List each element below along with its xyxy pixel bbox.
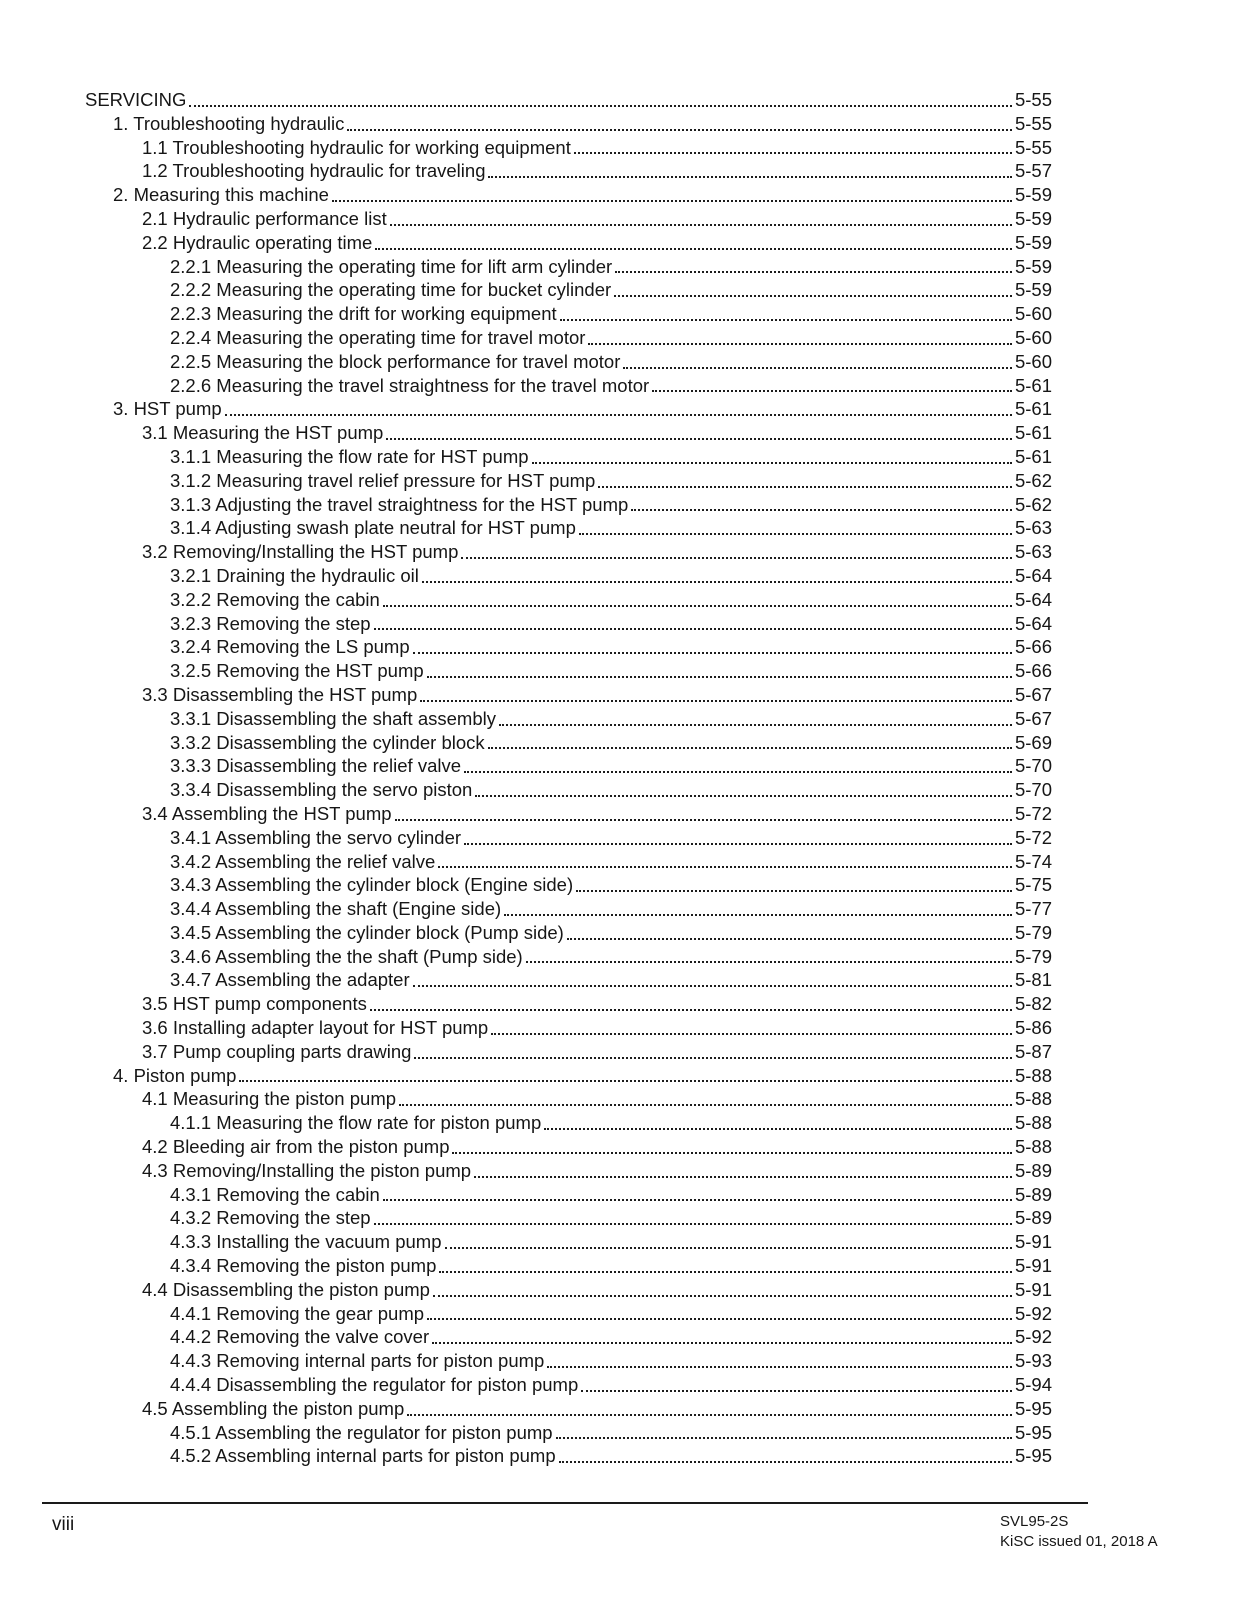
- toc-entry-label: 4.1.1 Measuring the flow rate for piston pump: [170, 1112, 542, 1134]
- toc-leader-dots: [420, 700, 1012, 702]
- toc-entry-label: 4.1 Measuring the piston pump: [142, 1088, 397, 1110]
- toc-entry-page: 5-69: [1014, 731, 1052, 753]
- toc-entry[interactable]: [85, 1016, 1052, 1040]
- toc-entry-label: 1. Troubleshooting hydraulic: [113, 112, 345, 134]
- toc-entry-page: 5-87: [1014, 1040, 1052, 1062]
- toc-entry[interactable]: [85, 802, 1052, 826]
- toc-leader-dots: [399, 1104, 1012, 1106]
- toc-entry-label: 3.2.1 Draining the hydraulic oil: [170, 564, 419, 586]
- toc-entry-page: 5-66: [1014, 636, 1052, 658]
- toc-entry-label: SERVICING: [85, 89, 187, 110]
- toc-leader-dots: [374, 1223, 1012, 1225]
- toc-leader-dots: [390, 224, 1012, 226]
- toc-entry-label: 3.3.2 Disassembling the cylinder block: [170, 731, 485, 753]
- toc-entry-page: 5-95: [1014, 1397, 1052, 1419]
- toc-entry-page: 5-55: [1014, 89, 1052, 110]
- toc-entry-label: 3.4.6 Assembling the the shaft (Pump side): [170, 945, 523, 967]
- toc-entry-label: 3.4.4 Assembling the shaft (Engine side): [170, 898, 502, 920]
- toc-leader-dots: [438, 866, 1012, 868]
- toc-entry-label: 2.2.3 Measuring the drift for working equipment: [170, 303, 557, 325]
- toc-entry-label: 3.1.2 Measuring travel relief pressure for HST pump: [170, 469, 596, 491]
- toc-entry-page: 5-93: [1014, 1350, 1052, 1372]
- toc-entry[interactable]: [85, 1397, 1052, 1421]
- toc-leader-dots: [504, 914, 1012, 916]
- toc-entry-page: 5-74: [1014, 850, 1052, 872]
- toc-entry[interactable]: [85, 1254, 1052, 1278]
- toc-entry-page: 5-61: [1014, 445, 1052, 467]
- toc-entry-page: 5-82: [1014, 993, 1052, 1015]
- toc-leader-dots: [464, 771, 1012, 773]
- toc-entry-page: 5-60: [1014, 326, 1052, 348]
- toc-entry-page: 5-70: [1014, 779, 1052, 801]
- toc-entry-label: 3.7 Pump coupling parts drawing: [142, 1040, 412, 1062]
- toc-entry-label: 3.2.2 Removing the cabin: [170, 588, 380, 610]
- toc-entry-page: 5-63: [1014, 541, 1052, 563]
- toc-leader-dots: [567, 938, 1012, 940]
- toc-leader-dots: [347, 129, 1012, 131]
- toc-entry-page: 5-67: [1014, 683, 1052, 705]
- toc-leader-dots: [370, 1009, 1012, 1011]
- footer-divider: [42, 1502, 1088, 1504]
- toc-entry-label: 3.2.3 Removing the step: [170, 612, 371, 634]
- toc-leader-dots: [386, 438, 1012, 440]
- toc-entry[interactable]: [85, 231, 1052, 255]
- toc-entry[interactable]: [85, 992, 1052, 1016]
- toc-entry-page: 5-86: [1014, 1017, 1052, 1039]
- toc-entry[interactable]: [85, 1206, 1052, 1230]
- toc-entry-label: 3. HST pump: [113, 398, 222, 420]
- toc-entry-page: 5-59: [1014, 207, 1052, 229]
- toc-entry[interactable]: [85, 421, 1052, 445]
- toc-entry[interactable]: [85, 255, 1052, 279]
- toc-entry[interactable]: [85, 659, 1052, 683]
- toc-entry-page: 5-55: [1014, 112, 1052, 134]
- toc-leader-dots: [574, 152, 1012, 154]
- toc-leader-dots: [615, 271, 1012, 273]
- toc-entry-page: 5-91: [1014, 1231, 1052, 1253]
- toc-entry-label: 3.3.1 Disassembling the shaft assembly: [170, 707, 496, 729]
- toc-entry-page: 5-60: [1014, 303, 1052, 325]
- toc-entry[interactable]: [85, 612, 1052, 636]
- toc-entry-page: 5-59: [1014, 255, 1052, 277]
- toc-entry-label: 3.1 Measuring the HST pump: [142, 422, 384, 444]
- toc-entry-label: 2.2.2 Measuring the operating time for bucket cylinder: [170, 279, 612, 301]
- toc-entry-page: 5-89: [1014, 1159, 1052, 1181]
- toc-entry-page: 5-61: [1014, 374, 1052, 396]
- toc-leader-dots: [556, 1437, 1012, 1439]
- toc-entry[interactable]: [85, 540, 1052, 564]
- toc-entry[interactable]: [85, 731, 1052, 755]
- toc-entry-label: 4.2 Bleeding air from the piston pump: [142, 1136, 450, 1158]
- toc-entry-page: 5-81: [1014, 969, 1052, 991]
- toc-leader-dots: [383, 605, 1012, 607]
- toc-entry-label: 3.2 Removing/Installing the HST pump: [142, 541, 459, 563]
- toc-leader-dots: [439, 1271, 1012, 1273]
- toc-entry-page: 5-79: [1014, 921, 1052, 943]
- toc-leader-dots: [652, 390, 1012, 392]
- toc-entry[interactable]: [85, 968, 1052, 992]
- toc-entry-page: 5-64: [1014, 612, 1052, 634]
- toc-entry-label: 2.2.5 Measuring the block performance for travel motor: [170, 350, 621, 372]
- toc-entry[interactable]: [85, 469, 1052, 493]
- toc-entry-page: 5-95: [1014, 1445, 1052, 1467]
- toc-leader-dots: [464, 843, 1012, 845]
- toc-leader-dots: [532, 462, 1012, 464]
- toc-entry-label: 2.2.4 Measuring the operating time for travel motor: [170, 326, 586, 348]
- toc-entry-page: 5-79: [1014, 945, 1052, 967]
- toc-entry-label: 4.3.1 Removing the cabin: [170, 1183, 380, 1205]
- toc-leader-dots: [383, 1199, 1012, 1201]
- toc-entry[interactable]: [85, 707, 1052, 731]
- toc-entry[interactable]: [85, 1373, 1052, 1397]
- toc-leader-dots: [560, 319, 1012, 321]
- toc-entry-label: 4.3 Removing/Installing the piston pump: [142, 1159, 472, 1181]
- toc-entry[interactable]: [85, 1087, 1052, 1111]
- toc-entry[interactable]: [85, 112, 1052, 136]
- toc-entry-label: 4.4 Disassembling the piston pump: [142, 1278, 430, 1300]
- toc-entry[interactable]: [85, 588, 1052, 612]
- toc-leader-dots: [631, 509, 1012, 511]
- toc-entry-page: 5-72: [1014, 826, 1052, 848]
- toc-entry-label: 4.4.3 Removing internal parts for piston pump: [170, 1350, 545, 1372]
- toc-entry-page: 5-66: [1014, 660, 1052, 682]
- toc-entry-page: 5-57: [1014, 160, 1052, 182]
- toc-entry[interactable]: [85, 1278, 1052, 1302]
- toc-leader-dots: [427, 1318, 1012, 1320]
- toc-entry-label: 2.1 Hydraulic performance list: [142, 207, 387, 229]
- toc-entry[interactable]: [85, 754, 1052, 778]
- toc-leader-dots: [189, 105, 1012, 107]
- toc-entry[interactable]: [85, 826, 1052, 850]
- toc-leader-dots: [598, 486, 1012, 488]
- toc-leader-dots: [614, 295, 1012, 297]
- toc-entry-page: 5-77: [1014, 898, 1052, 920]
- toc-entry-label: 4.3.2 Removing the step: [170, 1207, 371, 1229]
- toc-entry[interactable]: [85, 778, 1052, 802]
- toc-leader-dots: [422, 581, 1012, 583]
- toc-leader-dots: [452, 1152, 1011, 1154]
- toc-entry-label: 2.2.6 Measuring the travel straightness for the travel motor: [170, 374, 650, 396]
- model-code: SVL95-2S: [1000, 1513, 1069, 1530]
- toc-entry-page: 5-92: [1014, 1302, 1052, 1324]
- toc-entry-page: 5-91: [1014, 1255, 1052, 1277]
- toc-entry-label: 1.1 Troubleshooting hydraulic for working equipment: [142, 136, 571, 158]
- toc-entry[interactable]: [85, 493, 1052, 517]
- toc-leader-dots: [375, 248, 1012, 250]
- toc-leader-dots: [474, 1176, 1012, 1178]
- toc-entry-label: 1.2 Troubleshooting hydraulic for traveling: [142, 160, 486, 182]
- toc-leader-dots: [488, 747, 1012, 749]
- toc-entry[interactable]: [85, 302, 1052, 326]
- toc-entry[interactable]: [85, 1040, 1052, 1064]
- toc-entry[interactable]: [85, 397, 1052, 421]
- toc-entry-label: 3.4.1 Assembling the servo cylinder: [170, 826, 462, 848]
- toc-entry[interactable]: [85, 945, 1052, 969]
- page-number-footer: viii: [52, 1514, 75, 1535]
- toc-entry[interactable]: [85, 1111, 1052, 1135]
- toc-entry[interactable]: [85, 88, 1052, 112]
- toc-entry[interactable]: [85, 516, 1052, 540]
- toc-entry[interactable]: [85, 207, 1052, 231]
- toc-leader-dots: [433, 1295, 1012, 1297]
- toc-entry-page: 5-89: [1014, 1207, 1052, 1229]
- toc-entry[interactable]: [85, 1325, 1052, 1349]
- toc-leader-dots: [407, 1414, 1012, 1416]
- toc-entry-page: 5-61: [1014, 422, 1052, 444]
- toc-leader-dots: [413, 985, 1012, 987]
- toc-entry-label: 3.4.3 Assembling the cylinder block (Engine side): [170, 874, 574, 896]
- toc-leader-dots: [488, 176, 1011, 178]
- toc-entry-page: 5-62: [1014, 469, 1052, 491]
- toc-entry-label: 4.3.4 Removing the piston pump: [170, 1255, 437, 1277]
- toc-entry-page: 5-62: [1014, 493, 1052, 515]
- toc-entry-label: 4.5.1 Assembling the regulator for piston pump: [170, 1421, 553, 1443]
- toc-leader-dots: [413, 652, 1012, 654]
- toc-entry[interactable]: [85, 1349, 1052, 1373]
- toc-entry[interactable]: [85, 326, 1052, 350]
- toc-entry-label: 3.1.3 Adjusting the travel straightness for the HST pump: [170, 493, 629, 515]
- toc-entry[interactable]: [85, 921, 1052, 945]
- toc-entry-page: 5-94: [1014, 1374, 1052, 1396]
- toc-entry[interactable]: [85, 374, 1052, 398]
- toc-entry-label: 4.4.2 Removing the valve cover: [170, 1326, 430, 1348]
- toc-entry-label: 4.4.4 Disassembling the regulator for piston pump: [170, 1374, 579, 1396]
- toc-leader-dots: [427, 676, 1012, 678]
- toc-leader-dots: [499, 724, 1012, 726]
- toc-leader-dots: [414, 1057, 1012, 1059]
- toc-entry-page: 5-63: [1014, 517, 1052, 539]
- toc-leader-dots: [225, 414, 1012, 416]
- toc-entry-label: 3.5 HST pump components: [142, 993, 367, 1015]
- toc-entry[interactable]: [85, 278, 1052, 302]
- toc-entry[interactable]: [85, 136, 1052, 160]
- toc-leader-dots: [559, 1461, 1012, 1463]
- toc-entry-label: 2.2.1 Measuring the operating time for lift arm cylinder: [170, 255, 613, 277]
- toc-entry-page: 5-88: [1014, 1112, 1052, 1134]
- footer-info: [1000, 1512, 1158, 1552]
- toc-leader-dots: [374, 628, 1012, 630]
- toc-entry-page: 5-88: [1014, 1136, 1052, 1158]
- toc-entry[interactable]: [85, 183, 1052, 207]
- toc-entry[interactable]: [85, 1064, 1052, 1088]
- toc-entry[interactable]: [85, 850, 1052, 874]
- toc-entry-page: 5-59: [1014, 279, 1052, 301]
- toc-leader-dots: [432, 1342, 1012, 1344]
- toc-leader-dots: [239, 1080, 1012, 1082]
- toc-leader-dots: [547, 1366, 1012, 1368]
- toc-leader-dots: [461, 557, 1012, 559]
- toc-entry[interactable]: [85, 1159, 1052, 1183]
- toc-entry-label: 4.3.3 Installing the vacuum pump: [170, 1231, 442, 1253]
- toc-entry-label: 3.3.3 Disassembling the relief valve: [170, 755, 462, 777]
- toc-leader-dots: [588, 343, 1012, 345]
- toc-entry-page: 5-59: [1014, 184, 1052, 206]
- toc-entry-label: 3.2.5 Removing the HST pump: [170, 660, 424, 682]
- toc-entry-label: 2. Measuring this machine: [113, 184, 329, 206]
- toc-entry-label: 3.6 Installing adapter layout for HST pump: [142, 1017, 489, 1039]
- toc-entry-page: 5-64: [1014, 588, 1052, 610]
- toc-entry-label: 4.5 Assembling the piston pump: [142, 1397, 405, 1419]
- toc-entry-page: 5-59: [1014, 231, 1052, 253]
- toc-leader-dots: [395, 819, 1012, 821]
- toc-entry-page: 5-89: [1014, 1183, 1052, 1205]
- toc-entry-page: 5-70: [1014, 755, 1052, 777]
- toc-entry-label: 4.4.1 Removing the gear pump: [170, 1302, 425, 1324]
- toc-entry[interactable]: [85, 873, 1052, 897]
- toc-entry-page: 5-95: [1014, 1421, 1052, 1443]
- toc-entry-label: 3.1.4 Adjusting swash plate neutral for HST pump: [170, 517, 576, 539]
- toc-entry-page: 5-64: [1014, 564, 1052, 586]
- issue-note: KiSC issued 01, 2018 A: [1000, 1533, 1158, 1550]
- toc-leader-dots: [581, 1390, 1012, 1392]
- toc-entry-page: 5-92: [1014, 1326, 1052, 1348]
- toc-entry-label: 3.4.5 Assembling the cylinder block (Pump side): [170, 921, 564, 943]
- toc-entry-label: 3.1.1 Measuring the flow rate for HST pump: [170, 445, 529, 467]
- toc-entry[interactable]: [85, 1302, 1052, 1326]
- toc-entry-page: 5-55: [1014, 136, 1052, 158]
- toc-entry[interactable]: [85, 1421, 1052, 1445]
- table-of-contents: [85, 88, 1052, 1468]
- toc-entry[interactable]: [85, 1230, 1052, 1254]
- toc-entry-page: 5-88: [1014, 1064, 1052, 1086]
- toc-entry-label: 4. Piston pump: [113, 1064, 237, 1086]
- toc-entry[interactable]: [85, 350, 1052, 374]
- toc-entry[interactable]: [85, 159, 1052, 183]
- toc-entry[interactable]: [85, 1444, 1052, 1468]
- toc-entry-page: 5-75: [1014, 874, 1052, 896]
- toc-leader-dots: [576, 890, 1012, 892]
- toc-entry[interactable]: [85, 445, 1052, 469]
- toc-entry[interactable]: [85, 1135, 1052, 1159]
- toc-entry-label: 3.3 Disassembling the HST pump: [142, 683, 418, 705]
- toc-entry-page: 5-91: [1014, 1278, 1052, 1300]
- toc-entry-label: 4.5.2 Assembling internal parts for piston pump: [170, 1445, 556, 1467]
- toc-entry-label: 3.2.4 Removing the LS pump: [170, 636, 410, 658]
- toc-leader-dots: [579, 533, 1012, 535]
- toc-entry-label: 3.4 Assembling the HST pump: [142, 802, 392, 824]
- toc-entry-label: 2.2 Hydraulic operating time: [142, 231, 373, 253]
- toc-leader-dots: [445, 1247, 1012, 1249]
- toc-entry-page: 5-67: [1014, 707, 1052, 729]
- toc-entry-label: 3.4.7 Assembling the adapter: [170, 969, 410, 991]
- toc-entry-page: 5-61: [1014, 398, 1052, 420]
- toc-entry-label: 3.4.2 Assembling the relief valve: [170, 850, 436, 872]
- toc-entry-page: 5-72: [1014, 802, 1052, 824]
- toc-entry-page: 5-88: [1014, 1088, 1052, 1110]
- toc-leader-dots: [623, 367, 1012, 369]
- toc-entry[interactable]: [85, 1183, 1052, 1207]
- toc-entry[interactable]: [85, 564, 1052, 588]
- toc-entry-page: 5-60: [1014, 350, 1052, 372]
- toc-leader-dots: [544, 1128, 1012, 1130]
- toc-leader-dots: [332, 200, 1012, 202]
- toc-entry[interactable]: [85, 683, 1052, 707]
- toc-leader-dots: [526, 961, 1012, 963]
- toc-entry[interactable]: [85, 897, 1052, 921]
- toc-entry[interactable]: [85, 635, 1052, 659]
- toc-leader-dots: [491, 1033, 1012, 1035]
- toc-entry-label: 3.3.4 Disassembling the servo piston: [170, 779, 473, 801]
- toc-leader-dots: [475, 795, 1012, 797]
